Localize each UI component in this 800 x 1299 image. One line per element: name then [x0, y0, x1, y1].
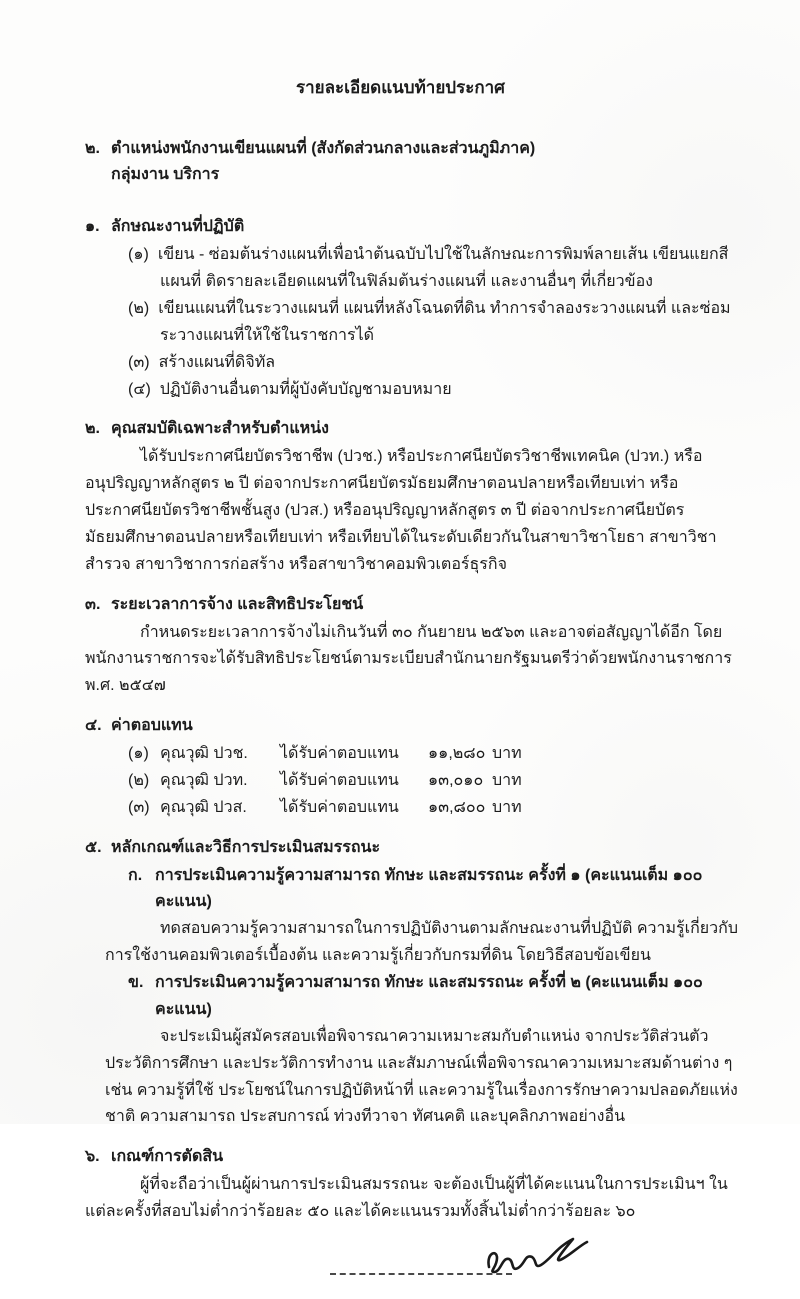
duty-item [128, 296, 746, 350]
item-number: (๑) [128, 745, 149, 763]
evaluation-subsection-1 [105, 863, 746, 971]
section-decision [85, 1144, 746, 1226]
item-number: (๓) [128, 353, 150, 371]
duty-item [128, 350, 746, 377]
section-paragraph: ได้รับประกาศนียบัตรวิชาชีพ (ปวช.) หรือประกาศนียบัตรวิชาชีพเทคนิค (ปวท.) หรืออนุปริญญาหลักสูตร ๒ ปี ต่อจากประกาศนียบัตรมัธยมศึกษาตอนปลายหรือเทียบเท่า หรือประกาศนียบัตรวิชาชีพชั้นสูง (ปวส.) หรืออนุปริญญาหลักสูตร ๓ ปี ต่อจากประกาศนียบัตรมัธยมศึกษาตอนปลายหรือเทียบเท่า หรือเทียบได้ในระดับเดียวกันในสาขาวิชาโยธา สาขาวิชาสำรวจ สาขาวิชาการก่อสร้าง หรือสาขาวิชาคอมพิวเตอร์ธุรกิจ [85, 448, 717, 573]
section-number: ๓. [85, 595, 101, 613]
evaluation-subsection-2 [105, 970, 746, 1131]
page-title: รายละเอียดแนบท้ายประกาศ [296, 78, 505, 97]
compensation-row [128, 795, 746, 822]
position-number: ๒. [85, 139, 100, 157]
compensation-label: ได้รับค่าตอบแทน [280, 771, 399, 789]
section-number: ๖. [85, 1148, 100, 1166]
compensation-amount: ๑๓,๘๐๐ [428, 798, 486, 816]
item-number: (๒) [128, 299, 150, 317]
qualification: คุณวุฒิ ปวท. [160, 771, 248, 789]
item-number: (๒) [128, 771, 150, 789]
section-evaluation [85, 835, 746, 1132]
item-text: สร้างแผนที่ดิจิทัล [158, 353, 276, 371]
position-header [85, 136, 746, 190]
subsection-paragraph: ทดสอบความรู้ความสามารถในการปฏิบัติงานตามลักษณะงานที่ปฏิบัติ ความรู้เกี่ยวกับการใช้งานคอมพิวเตอร์เบื้องต้น และความรู้เกี่ยวกับกรมที่ดิน โดยวิธีสอบข้อเขียน [105, 920, 738, 965]
compensation-unit: บาท [492, 745, 522, 763]
subsection-heading: การประเมินความรู้ความสามารถ ทักษะ และสมรรถนะ ครั้งที่ ๑ (คะแนนเต็ม ๑๐๐ คะแนน) [155, 866, 703, 911]
compensation-row [128, 741, 746, 768]
subsection-heading: การประเมินความรู้ความสามารถ ทักษะ และสมรรถนะ ครั้งที่ ๒ (คะแนนเต็ม ๑๐๐ คะแนน) [155, 974, 703, 1018]
compensation-amount: ๑๑,๒๘๐ [428, 745, 486, 763]
subsection-paragraph: จะประเมินผู้สมัครสอบเพื่อพิจารณาความเหมาะสมกับตำแหน่ง จากประวัติส่วนตัว ประวัติการศึกษา และประวัติการทำงาน และสัมภาษณ์เพื่อพิจารณาความเหมาะสมด้านต่าง ๆ เช่น ความรู้ที่ใช้ ประโยชน์ในการปฏิบัติหน้าที่ และความรู้ในเรื่องการรักษาความปลอดภัยแห่งชาติ ความสามารถ ประสบการณ์ ท่วงทีวาจา ทัศนคติ และบุคลิกภาพอย่างอื่น [105, 1027, 738, 1126]
section-number: ๒. [85, 420, 100, 438]
subsection-letter: ข. [128, 974, 144, 992]
item-text: ปฏิบัติงานอื่นตามที่ผู้บังคับบัญชามอบหมาย [159, 380, 452, 398]
section-heading: ลักษณะงานที่ปฏิบัติ [111, 218, 245, 236]
item-text: เขียนแผนที่ในระวางแผนที่ แผนที่หลังโฉนดที่ดิน ทำการจำลองระวางแผนที่ และซ่อมระวางแผนที่ให้ใช้ในราชการได้ [158, 299, 731, 344]
compensation-unit: บาท [492, 771, 522, 789]
item-text: เขียน - ซ่อมต้นร่างแผนที่เพื่อนำต้นฉบับไปใช้ในลักษณะการพิมพ์ลายเส้น เขียนแยกสีแผนที่ ติดรายละเอียดแผนที่ในฟิล์มต้นร่างแผนที่ และงานอื่นๆ ที่เกี่ยวข้อง [157, 246, 729, 291]
section-paragraph: กำหนดระยะเวลาการจ้างไม่เกินวันที่ ๓๐ กันยายน ๒๕๖๓ และอาจต่อสัญญาได้อีก โดยพนักงานราชการจะได้รับสิทธิประโยชน์ตามระเบียบสำนักนายกรัฐมนตรีว่าด้วยพนักงานราชการ พ.ศ. ๒๕๔๗ [85, 623, 732, 695]
signature-area [85, 1239, 746, 1299]
position-group: กลุ่มงาน บริการ [111, 166, 220, 184]
section-number: ๑. [85, 218, 100, 236]
subsection-letter: ก. [128, 866, 143, 884]
section-heading: หลักเกณฑ์และวิธีการประเมินสมรรถนะ [111, 838, 381, 856]
section-duties [85, 214, 746, 403]
compensation-amount: ๑๓,๐๑๐ [428, 771, 484, 789]
compensation-unit: บาท [492, 798, 522, 816]
section-number: ๕. [85, 838, 102, 856]
position-title: ตำแหน่งพนักงานเขียนแผนที่ (สังกัดส่วนกลางและส่วนภูมิภาค) [111, 139, 536, 157]
duty-item [128, 242, 746, 296]
item-number: (๓) [128, 798, 150, 816]
compensation-label: ได้รับค่าตอบแทน [280, 798, 399, 816]
section-heading: คุณสมบัติเฉพาะสำหรับตำแหน่ง [111, 420, 329, 438]
compensation-label: ได้รับค่าตอบแทน [280, 745, 399, 763]
duty-item [128, 377, 746, 404]
item-number: (๑) [128, 246, 149, 264]
qualification: คุณวุฒิ ปวส. [160, 798, 247, 816]
signature-dashed-line [330, 1273, 512, 1275]
signature-scribble-icon [481, 1231, 593, 1283]
section-qualifications [85, 416, 746, 578]
section-heading: เกณฑ์การตัดสิน [111, 1148, 224, 1166]
item-number: (๔) [128, 380, 151, 398]
section-paragraph: ผู้ที่จะถือว่าเป็นผู้ผ่านการประเมินสมรรถนะ จะต้องเป็นผู้ที่ได้คะแนนในการประเมินฯ ในแต่ละครั้งที่สอบไม่ต่ำกว่าร้อยละ ๕๐ และได้คะแนนรวมทั้งสิ้นไม่ต่ำกว่าร้อยละ ๖๐ [85, 1176, 728, 1221]
compensation-row [128, 768, 746, 795]
qualification: คุณวุฒิ ปวช. [160, 745, 248, 763]
section-employment-period [85, 592, 746, 701]
section-heading: ระยะเวลาการจ้าง และสิทธิประโยชน์ [111, 595, 364, 613]
section-compensation [85, 713, 746, 822]
section-number: ๔. [85, 717, 102, 735]
section-heading: ค่าตอบแทน [111, 717, 193, 735]
